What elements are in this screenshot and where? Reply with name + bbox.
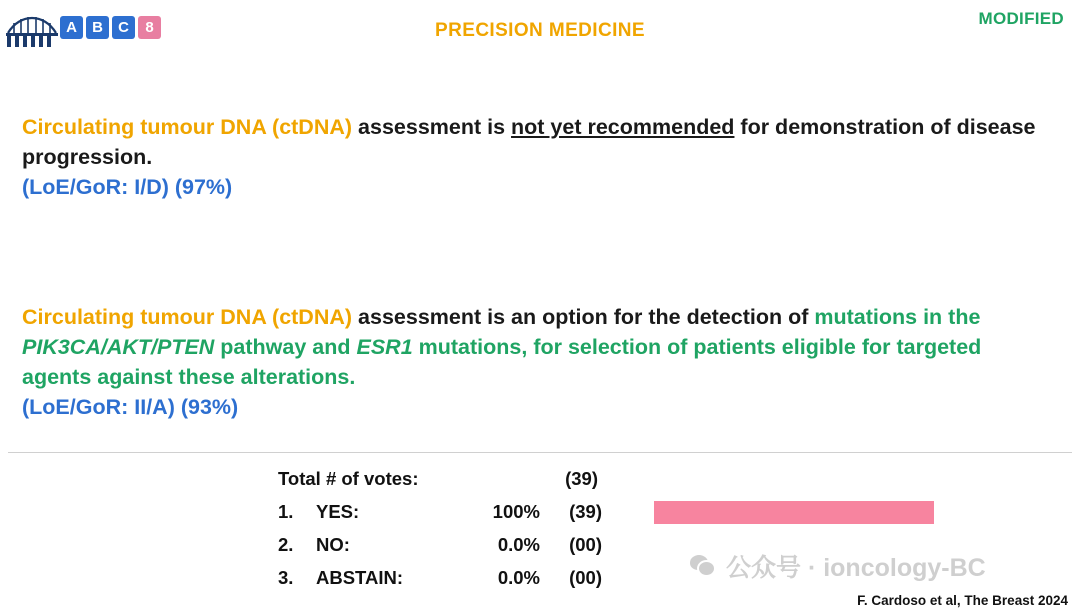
status-badge-modified: MODIFIED xyxy=(978,9,1064,28)
statement-2-part-2: mutations in the xyxy=(814,305,981,329)
watermark xyxy=(690,548,986,584)
statement-2-part-5: ESR1 xyxy=(356,335,413,359)
statement-2-loe: (LoE/GoR: II/A) (93%) xyxy=(22,395,239,419)
citation: F. Cardoso et al, The Breast 2024 xyxy=(857,593,1068,608)
statement-2-part-0: Circulating tumour DNA (ctDNA) xyxy=(22,305,353,329)
statement-2-part-3: PIK3CA/AKT/PTEN xyxy=(22,335,215,359)
vote-row-yes-number: 1. xyxy=(278,500,294,522)
vote-total-label: Total # of votes: xyxy=(278,467,419,489)
vote-total-row xyxy=(278,462,918,495)
vote-row-yes-label: YES: xyxy=(316,500,360,522)
statement-1-part-1: assessment is xyxy=(352,115,512,139)
logo-letter-a: A xyxy=(60,16,83,39)
logo-letter-c: C xyxy=(112,16,135,39)
vote-row-yes-percent: 100% xyxy=(492,500,540,522)
vote-row-yes xyxy=(278,495,918,528)
vote-row-abstain-count: (00) xyxy=(569,566,602,588)
page-title: PRECISION MEDICINE xyxy=(435,20,645,41)
vote-row-abstain-number: 3. xyxy=(278,566,294,588)
statement-1-loe: (LoE/GoR: I/D) (97%) xyxy=(22,175,233,199)
statement-1-part-3: for demonstration of disease progression. xyxy=(22,115,1036,169)
vote-bar-yes xyxy=(654,501,934,524)
vote-row-abstain-label: ABSTAIN: xyxy=(316,566,404,588)
logo-letter-b: B xyxy=(86,16,109,39)
statement-1-part-2: not yet recommended xyxy=(511,115,735,139)
logo-letter-8: 8 xyxy=(138,16,161,39)
statement-2-part-6: mutations, for selection of patients eligible for targeted agents against these alterations. xyxy=(22,335,982,389)
vote-row-no-percent: 0.0% xyxy=(497,533,540,555)
vote-total-count: (39) xyxy=(565,467,598,489)
statement-1-part-0: Circulating tumour DNA (ctDNA) xyxy=(22,115,353,139)
wechat-icon xyxy=(690,555,716,577)
vote-row-no-number: 2. xyxy=(278,533,294,555)
statement-2-part-1: assessment is an option for the detection of xyxy=(352,305,815,329)
vote-row-abstain-percent: 0.0% xyxy=(497,566,540,588)
section-divider xyxy=(8,452,1072,453)
vote-row-yes-count: (39) xyxy=(569,500,602,522)
vote-row-yes-bar-cell xyxy=(608,500,918,524)
vote-row-no-count: (00) xyxy=(569,533,602,555)
watermark-text: 公众号 · ioncology-BC xyxy=(726,554,986,582)
statement-2 xyxy=(22,302,1054,422)
slide-header xyxy=(0,0,1080,62)
statement-2-part-4: pathway and xyxy=(214,335,357,359)
statement-1 xyxy=(22,112,1054,202)
vote-row-no-label: NO: xyxy=(316,533,350,555)
